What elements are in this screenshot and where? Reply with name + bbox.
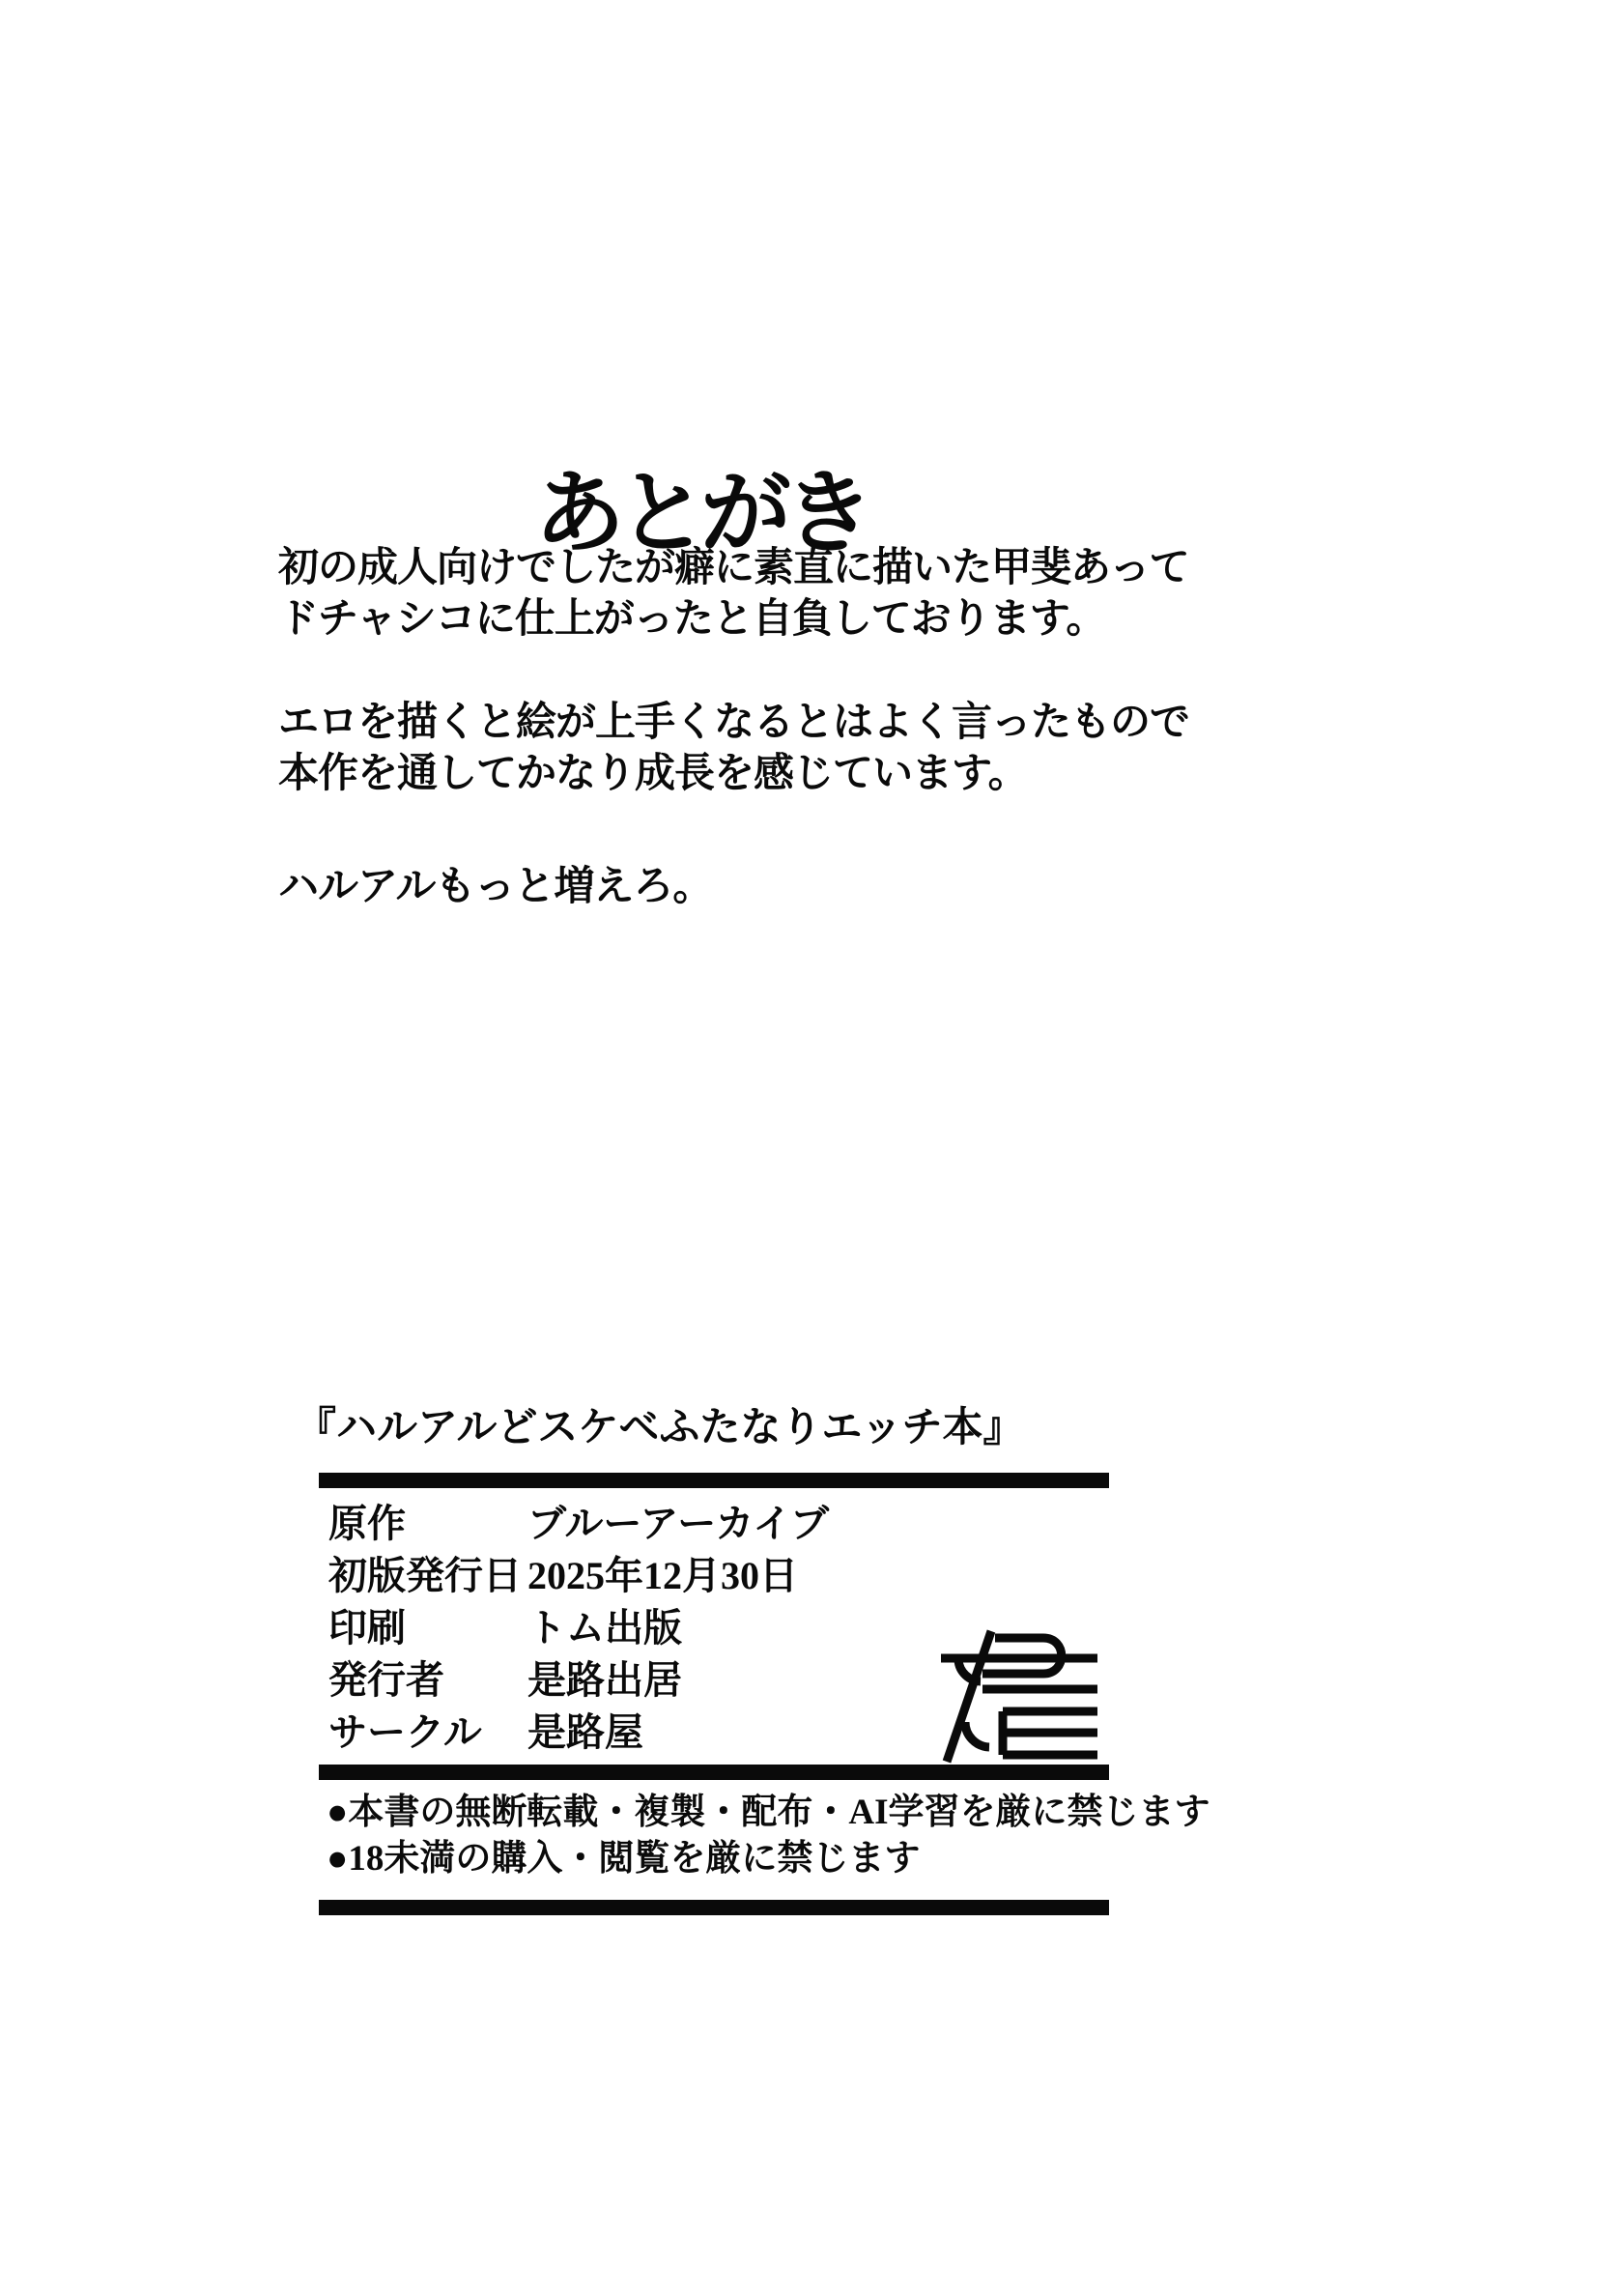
notices: [327, 1790, 1210, 1882]
colophon-label: 発行者: [328, 1658, 444, 1702]
colophon-value: 是路屋: [527, 1710, 643, 1754]
colophon-value: 是路出居: [527, 1658, 682, 1702]
paragraph-line: 本作を通してかなり成長を感じています。: [278, 752, 1028, 796]
notice-line: ●本書の無断転載・複製・配布・AI学習を厳に禁じます: [327, 1793, 1210, 1832]
circle-logo-icon: [939, 1629, 1103, 1765]
afterword-title: あとがき: [533, 463, 867, 564]
paragraph-line: ドチャシコに仕上がったと自負しております。: [278, 597, 1106, 642]
notice-line: ●18未満の購入・閲覧を厳に禁じます: [327, 1839, 921, 1879]
colophon-label: 初版発行日: [328, 1554, 522, 1597]
book-title: 『ハルアルどスケベふたなりエッチ本』: [296, 1406, 1024, 1450]
colophon-table: [328, 1498, 829, 1759]
afterword-paragraph: [278, 543, 1189, 646]
paragraph-line: ハルアルもっと増えろ。: [278, 865, 713, 909]
colophon-label: サークル: [328, 1710, 482, 1754]
colophon-value: ブルーアーカイブ: [527, 1502, 829, 1545]
colophon-value: 2025年12月30日: [527, 1554, 798, 1597]
colophon-label: 原作: [328, 1502, 406, 1545]
colophon-top-rule: [319, 1473, 1109, 1488]
afterword-paragraph: [278, 698, 1189, 800]
paragraph-line: エロを描くと絵が上手くなるとはよく言ったもので: [278, 701, 1190, 745]
colophon-middle-rule: [319, 1765, 1109, 1780]
colophon-bottom-rule: [319, 1900, 1109, 1915]
colophon-value: トム出版: [527, 1606, 682, 1650]
colophon-label: 印刷: [328, 1606, 406, 1650]
paragraph-line: 初の成人向けでしたが癖に素直に描いた甲斐あって: [278, 546, 1189, 590]
afterword-paragraph: [278, 862, 712, 913]
